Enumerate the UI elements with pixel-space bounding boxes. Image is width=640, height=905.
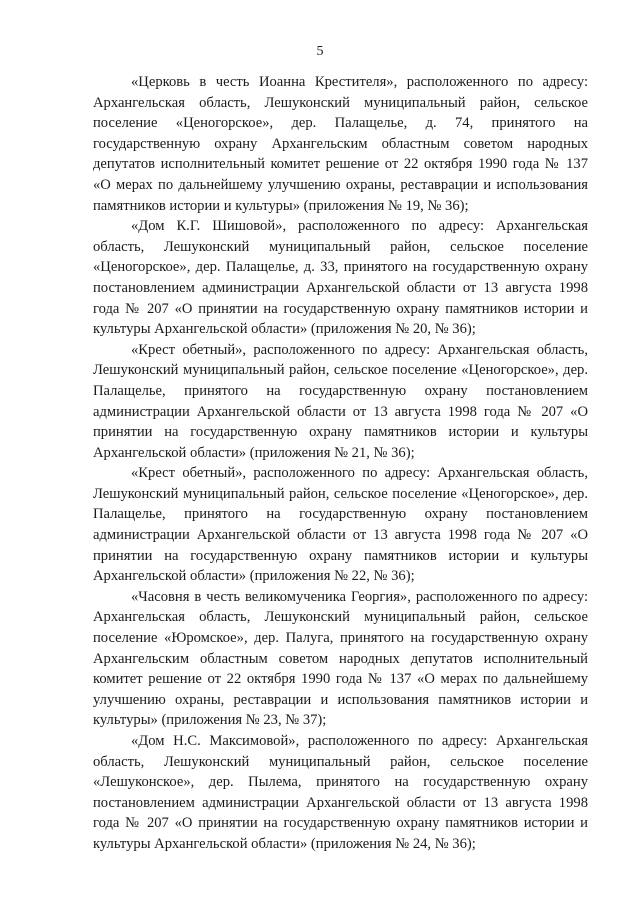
document-body xyxy=(93,72,588,855)
paragraph-house-shishova: «Дом К.Г. Шишовой», расположенного по адресу: Архангельская область, Лешуконский муниципальный район, сельское поселение «Ценогорское», дер. Палащелье, д. 33, принятого на государственную охрану постановлением администрации Архангельской области от 13 августа 1998 года № 207 «О принятии на государственную охрану памятников истории и культуры Архангельской области» (приложения № 20, № 36); xyxy=(93,218,588,338)
paragraph-church-john-baptist: «Церковь в честь Иоанна Крестителя», расположенного по адресу: Архангельская область, Лешуконский муниципальный район, сельское поселение «Ценогорское», дер. Палащелье, д. 74, принятого на государственную охрану Архангельским областным советом народных депутатов исполнительный комитет решение от 22 октября 1990 года № 137 «О мерах по дальнейшему улучшению охраны, реставрации и использования памятников истории и культуры» (приложения № 19, № 36); xyxy=(93,74,588,214)
paragraph-house-maksimova: «Дом Н.С. Максимовой», расположенного по адресу: Архангельская область, Лешуконский муниципальный район, сельское поселение «Лешуконское», дер. Пылема, принятого на государственную охрану постановлением администрации Архангельской области от 13 августа 1998 года № 207 «О принятии на государственную охрану памятников истории и культуры Архангельской области» (приложения № 24, № 36); xyxy=(93,733,588,852)
paragraph-votive-cross-1: «Крест обетный», расположенного по адресу: Архангельская область, Лешуконский муниципальный район, сельское поселение «Ценогорское», дер. Палащелье, принятого на государственную охрану постановлением администрации Архангельской области от 13 августа 1998 года № 207 «О принятии на государственную охрану памятников истории и культуры Архангельской области» (приложения № 21, № 36); xyxy=(93,341,588,461)
paragraph-chapel-george: «Часовня в честь великомученика Георгия», расположенного по адресу: Архангельская область, Лешуконский муниципальный район, сельское поселение «Юромское», дер. Палуга, принятого на государственную охрану Архангельским областным советом народных депутатов исполнительный комитет решение от 22 октября 1990 года № 137 «О мерах по дальнейшему улучшению охраны, реставрации и использования памятников истории и культуры» (приложения № 23, № 37); xyxy=(93,588,588,729)
page-number: 5 xyxy=(316,44,324,59)
paragraph-votive-cross-2: «Крест обетный», расположенного по адресу: Архангельская область, Лешуконский муниципальный район, сельское поселение «Ценогорское», дер. Палащелье, принятого на государственную охрану постановлением администрации Архангельской области от 13 августа 1998 года № 207 «О принятии на государственную охрану памятников истории и культуры Архангельской области» (приложения № 22, № 36); xyxy=(93,465,588,585)
